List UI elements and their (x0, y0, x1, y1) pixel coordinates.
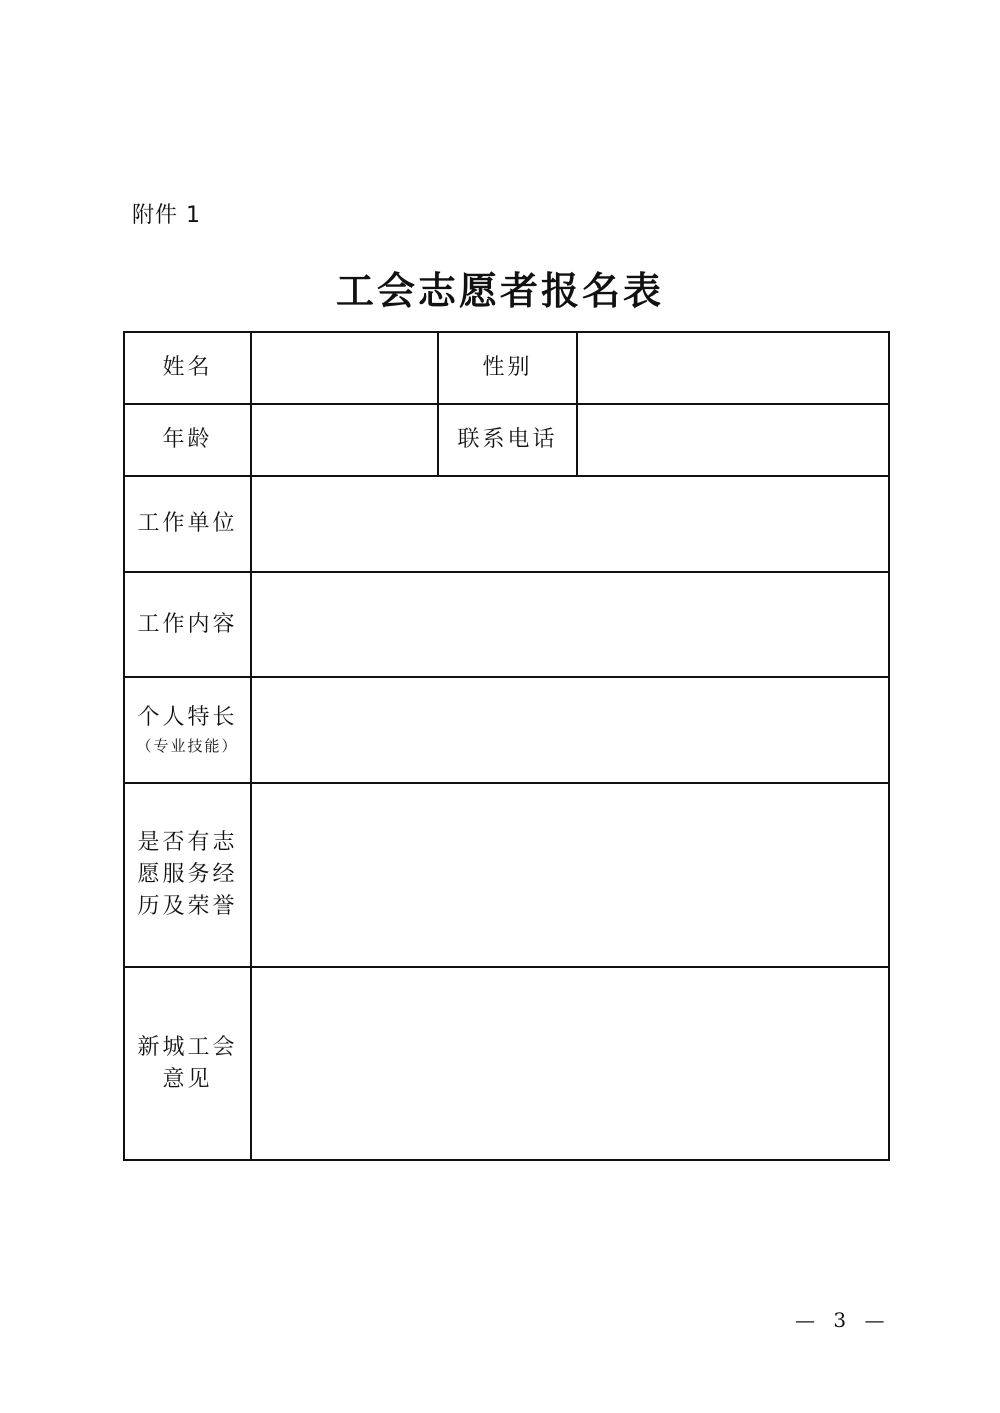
workplace-field[interactable] (251, 476, 889, 572)
attachment-label: 附件 1 (132, 203, 201, 228)
volunteer-history-label: 是否有志愿服务经历及荣誉 (137, 830, 238, 919)
phone-field[interactable] (577, 404, 889, 476)
name-label: 姓名 (124, 332, 251, 404)
union-opinion-label: 新城工会意见 (137, 1034, 238, 1092)
age-label: 年龄 (124, 404, 251, 476)
table-row (124, 332, 889, 404)
skills-label-cell (124, 677, 251, 783)
gender-field[interactable] (577, 332, 889, 404)
name-field[interactable] (251, 332, 438, 404)
job-content-label: 工作内容 (124, 572, 251, 677)
form-title: 工会志愿者报名表 (335, 268, 664, 313)
union-opinion-label-cell (124, 967, 251, 1160)
page-number: — 3 — (795, 1308, 891, 1332)
phone-label: 联系电话 (438, 404, 577, 476)
table-row (124, 404, 889, 476)
gender-label: 性别 (438, 332, 577, 404)
skills-sublabel: （专业技能） (136, 737, 239, 755)
skills-label: 个人特长 (137, 705, 238, 730)
union-opinion-field[interactable] (251, 967, 889, 1160)
skills-field[interactable] (251, 677, 889, 783)
volunteer-history-field[interactable] (251, 783, 889, 967)
job-content-field[interactable] (251, 572, 889, 677)
volunteer-history-label-cell (124, 783, 251, 967)
age-field[interactable] (251, 404, 438, 476)
table-row (124, 783, 889, 967)
registration-form-table (123, 331, 890, 1161)
table-row (124, 677, 889, 783)
table-row (124, 476, 889, 572)
table-row (124, 572, 889, 677)
table-row (124, 967, 889, 1160)
workplace-label: 工作单位 (124, 476, 251, 572)
